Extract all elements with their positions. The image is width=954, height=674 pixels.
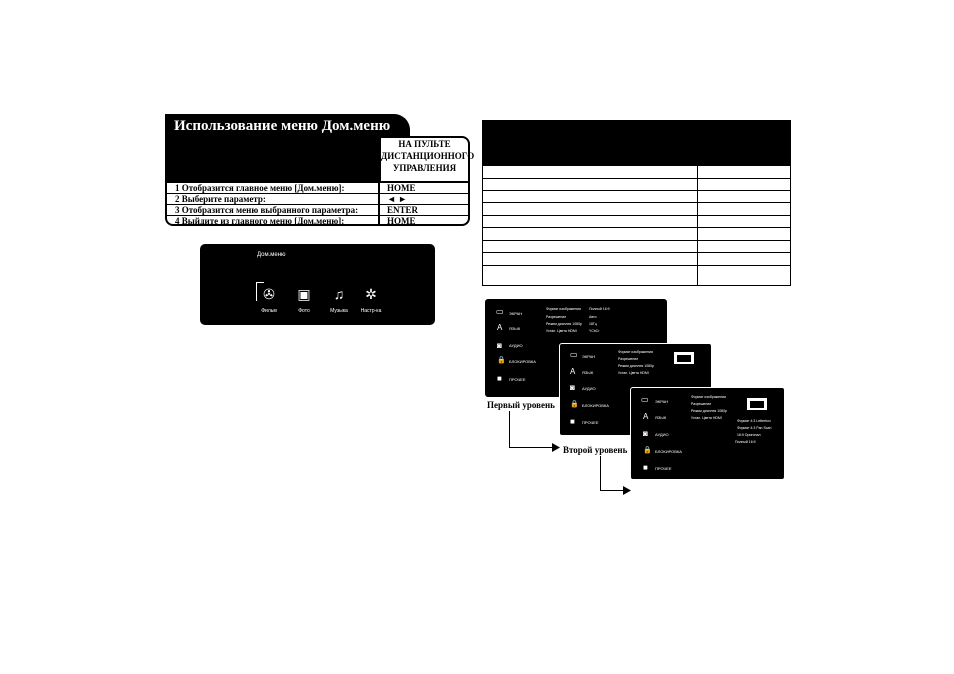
settings-table: [482, 120, 791, 286]
home-item-photo[interactable]: ▣ Фото: [297, 286, 311, 314]
caption-second-level: Второй уровень: [563, 445, 628, 455]
other-icon: ■: [570, 417, 575, 426]
table-row: [483, 202, 790, 203]
speaker-icon: ◙: [497, 341, 502, 350]
table-row: [483, 190, 790, 191]
arrow-line: [509, 447, 554, 448]
lock-icon: 🔒: [643, 447, 652, 454]
tv-icon: ▭: [641, 395, 649, 404]
table-row: [483, 215, 790, 216]
language-icon: A: [497, 323, 503, 332]
instruction-row: 3 Отобразится меню выбранного параметра: ENTER: [167, 205, 468, 216]
home-item-music[interactable]: ♫ Музыка: [330, 286, 348, 314]
lock-icon: 🔒: [497, 357, 506, 364]
caption-first-level: Первый уровень: [487, 400, 555, 410]
settings-table-header: [482, 120, 791, 166]
menu-item-language[interactable]: ЯЗЫК: [509, 326, 521, 331]
tv-icon: ▭: [570, 350, 578, 359]
instructions-title: Использование меню Дом.меню: [174, 118, 391, 134]
arrow-right-icon: [623, 486, 631, 495]
setup-screen-third-level: ▭ ЭКРАН A ЯЗЫК ◙ АУДИО 🔒 БЛОКИРОВКА ■ ПРОЧЕЕ Формат изображения Разрешение Режим дисплея 1080р Устан. Цвета HDMI Формат 4:3 Letterbox Формат 4:3 Pan Scan 16:9 Оригинал Полный 16:9: [630, 387, 785, 480]
language-icon: A: [643, 412, 649, 421]
instructions-title-bar: [165, 114, 410, 139]
home-menu-instructions-table: [165, 114, 475, 226]
arrow-line: [600, 490, 625, 491]
home-item-setup[interactable]: ✲ Настр-ка: [360, 286, 382, 314]
tv-preview-icon: [746, 397, 768, 413]
arrow-line: [600, 456, 601, 491]
other-icon: ■: [497, 374, 502, 383]
table-row: [483, 227, 790, 228]
home-item-film[interactable]: ✇ Фильм: [261, 286, 277, 314]
table-row: [483, 240, 790, 241]
home-menu-screen: [200, 244, 435, 325]
gear-icon: ✲: [365, 286, 377, 302]
speaker-icon: ◙: [570, 383, 575, 392]
table-row: [483, 265, 790, 266]
tv-preview-icon: [673, 351, 695, 367]
setup-screen-second-level: ▭ ЭКРАН A ЯЗЫК ◙ АУДИО 🔒 БЛОКИРОВКА ■ ПРОЧЕЕ Формат изображения Разрешение Режим дисплея 1080р Устан. Цвета HDMI: [559, 343, 712, 436]
lock-icon: 🔒: [570, 401, 579, 408]
music-note-icon: ♫: [333, 286, 345, 302]
tv-icon: ▭: [496, 307, 504, 316]
arrow-right-icon: [552, 443, 560, 452]
menu-item-screen[interactable]: ЭКРАН: [509, 311, 523, 316]
film-reel-icon: ✇: [263, 286, 275, 302]
instruction-row: 1 Отобразится главное меню [Дом.меню]: HOME: [167, 183, 468, 194]
table-row: [483, 178, 790, 179]
instruction-row: 4 Выйдите из главного меню [Дом.меню]: HOME: [175, 216, 416, 226]
table-row: [483, 252, 790, 253]
instruction-row: 2 Выберите параметр: ◄ ►: [167, 194, 468, 205]
arrow-line: [509, 411, 510, 448]
menu-item-other[interactable]: ПРОЧЕЕ: [509, 377, 526, 382]
menu-item-lock[interactable]: БЛОКИРОВКА: [509, 359, 536, 364]
setup-screen-first-level: ▭ ЭКРАН A ЯЗЫК ◙ АУДИО 🔒 БЛОКИРОВКА ■ ПРОЧЕЕ Формат изображения Полный 16:9 Разрешение Авто Режим дисплея 1080р 18Гц Устан. Цвета HDMI YCbCr: [485, 299, 667, 397]
speaker-icon: ◙: [643, 429, 648, 438]
other-icon: ■: [643, 463, 648, 472]
language-icon: A: [570, 367, 576, 376]
photo-icon: ▣: [297, 286, 311, 302]
instructions-rows: [165, 183, 470, 226]
remote-column-header: НА ПУЛЬТЕ ДИСТАНЦИОННОГО УПРАВЛЕНИЯ: [378, 136, 470, 183]
menu-item-audio[interactable]: АУДИО: [509, 343, 523, 348]
home-menu-title: Дом.меню: [257, 252, 286, 258]
